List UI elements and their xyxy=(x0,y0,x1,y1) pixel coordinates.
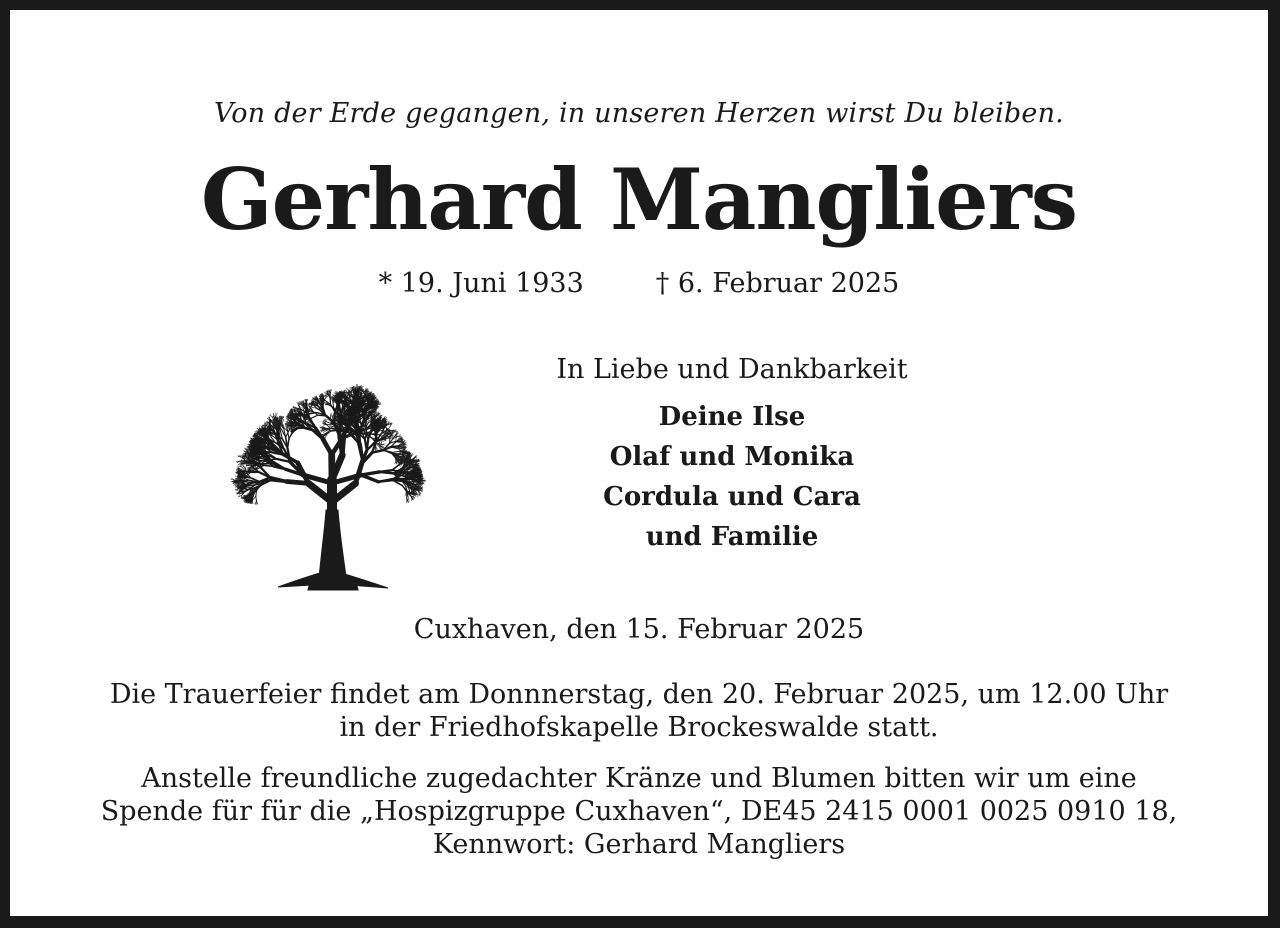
mourner-name: und Familie xyxy=(645,522,819,552)
donation-line: Spende für für die „Hospizgruppe Cuxhaven“, DE45 2415 0001 0025 0910 18, xyxy=(100,796,1178,827)
funeral-line: Die Trauerfeier findet am Donnnerstag, den 20. Februar 2025, um 12.00 Uhr xyxy=(109,679,1169,710)
donation-line: Kennwort: Gerhard Mangliers xyxy=(432,829,846,860)
funeral-info xyxy=(40,678,1238,744)
deceased-name: Gerhard Mangliers xyxy=(200,150,1078,249)
place-and-date: Cuxhaven, den 15. Februar 2025 xyxy=(413,614,865,645)
tree-icon xyxy=(168,332,478,592)
mourner-name: Olaf und Monika xyxy=(609,442,855,472)
donation-line: Anstelle freundliche zugedachter Kränze und Blumen bitten wir um eine xyxy=(141,763,1137,794)
mourner-name: Cordula und Cara xyxy=(603,482,861,512)
mourner-name: Deine Ilse xyxy=(658,402,806,432)
signature-block xyxy=(502,354,962,557)
life-dates xyxy=(10,268,1268,299)
signature-intro: In Liebe und Dankbarkeit xyxy=(556,354,908,385)
obituary-card xyxy=(10,10,1268,916)
donation-info xyxy=(40,762,1238,861)
death-date: † 6. Februar 2025 xyxy=(655,268,900,299)
funeral-line: in der Friedhofskapelle Brockeswalde statt. xyxy=(339,712,939,743)
mourners-list xyxy=(502,397,962,557)
birth-date: * 19. Juni 1933 xyxy=(378,268,584,299)
motto: Von der Erde gegangen, in unseren Herzen wirst Du bleiben. xyxy=(214,98,1064,129)
